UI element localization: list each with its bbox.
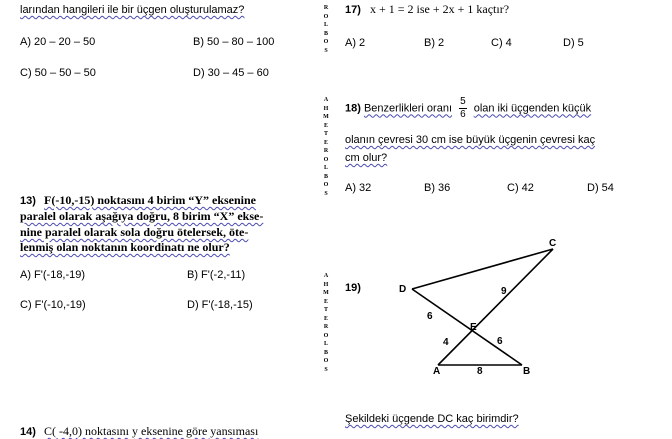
q14-text: C( -4,0) noktasını y eksenine göre yansıması xyxy=(44,424,259,438)
q18-number: 18) xyxy=(345,102,361,115)
q18-option-c: C) 42 xyxy=(507,182,534,194)
prev-option-c: C) 50 – 50 – 50 xyxy=(20,67,96,79)
label-point-d: D xyxy=(399,284,407,295)
q13-option-b: B) F'(-2,-11) xyxy=(187,269,246,281)
separator-middle: A H M E T E R O L B O S xyxy=(323,97,329,197)
q18-text-after: olan iki üçgenden küçük xyxy=(473,102,592,115)
q17-expression: x + 1 = 2 ise + 2x + 1 kaçtır? xyxy=(370,2,510,16)
q17-option-a: A) 2 xyxy=(345,37,366,49)
q13-line-1: F(-10,-15) noktasını 4 birim “Y” eksenine xyxy=(44,193,257,207)
q17-option-c: C) 4 xyxy=(491,37,512,49)
label-length-ae: 4 xyxy=(443,337,449,348)
q17-option-d: D) 5 xyxy=(563,37,584,49)
q19-question: Şekildeki üçgende DC kaç birimdir? xyxy=(345,413,519,425)
q18-ratio-numerator: 5 xyxy=(460,96,466,107)
segment-dc xyxy=(412,249,553,289)
q13-option-a: A) F'(-18,-19) xyxy=(20,269,86,281)
label-length-ab: 8 xyxy=(477,366,483,377)
q18-line-2: olanın çevresi 30 cm ise büyük üçgenin çevresi kaç xyxy=(345,134,596,146)
q18-option-d: D) 54 xyxy=(587,182,614,194)
q18-line-3: cm olur? xyxy=(345,152,388,164)
prev-option-a: A) 20 – 20 – 50 xyxy=(20,36,96,48)
segment-db xyxy=(412,289,522,365)
q17-number: 17) xyxy=(345,4,361,16)
prev-option-b: B) 50 – 80 – 100 xyxy=(193,36,275,48)
q13-option-c: C) F'(-10,-19) xyxy=(20,299,86,311)
q13-line-4: lenmiş olan noktanın koordinatı ne olur? xyxy=(20,240,230,254)
label-length-9: 9 xyxy=(501,286,507,297)
q18-ratio-denominator: 6 xyxy=(460,109,466,120)
prev-option-d: D) 30 – 45 – 60 xyxy=(193,67,269,79)
label-point-e: E xyxy=(470,322,477,333)
label-point-c: C xyxy=(549,238,557,249)
label-point-b: B xyxy=(523,366,531,377)
q18-text-before: Benzerlikleri oranı xyxy=(363,102,453,115)
q13-line-3: nine paralel olarak sola doğru ötelersek, öte- xyxy=(20,225,249,239)
label-length-de: 6 xyxy=(427,311,433,322)
q18-option-a: A) 32 xyxy=(345,182,372,194)
q17-option-b: B) 2 xyxy=(424,37,445,49)
separator-top: R O L B O S xyxy=(323,5,329,54)
q19-number: 19) xyxy=(345,282,361,294)
q13-line-2: paralel olarak aşağıya doğru, 8 birim “X” ekse- xyxy=(20,209,264,223)
q13-number: 13) xyxy=(20,195,36,207)
q18-option-b: B) 36 xyxy=(424,182,451,194)
label-length-eb: 6 xyxy=(497,336,503,347)
q14-number: 14) xyxy=(20,426,36,438)
previous-question-tail: larından hangileri ile bir üçgen oluşturulamaz? xyxy=(20,4,245,16)
label-point-a: A xyxy=(433,366,441,377)
q13-option-d: D) F'(-18,-15) xyxy=(187,299,253,311)
separator-bottom: A H M E T E R O L B O S xyxy=(323,273,329,373)
